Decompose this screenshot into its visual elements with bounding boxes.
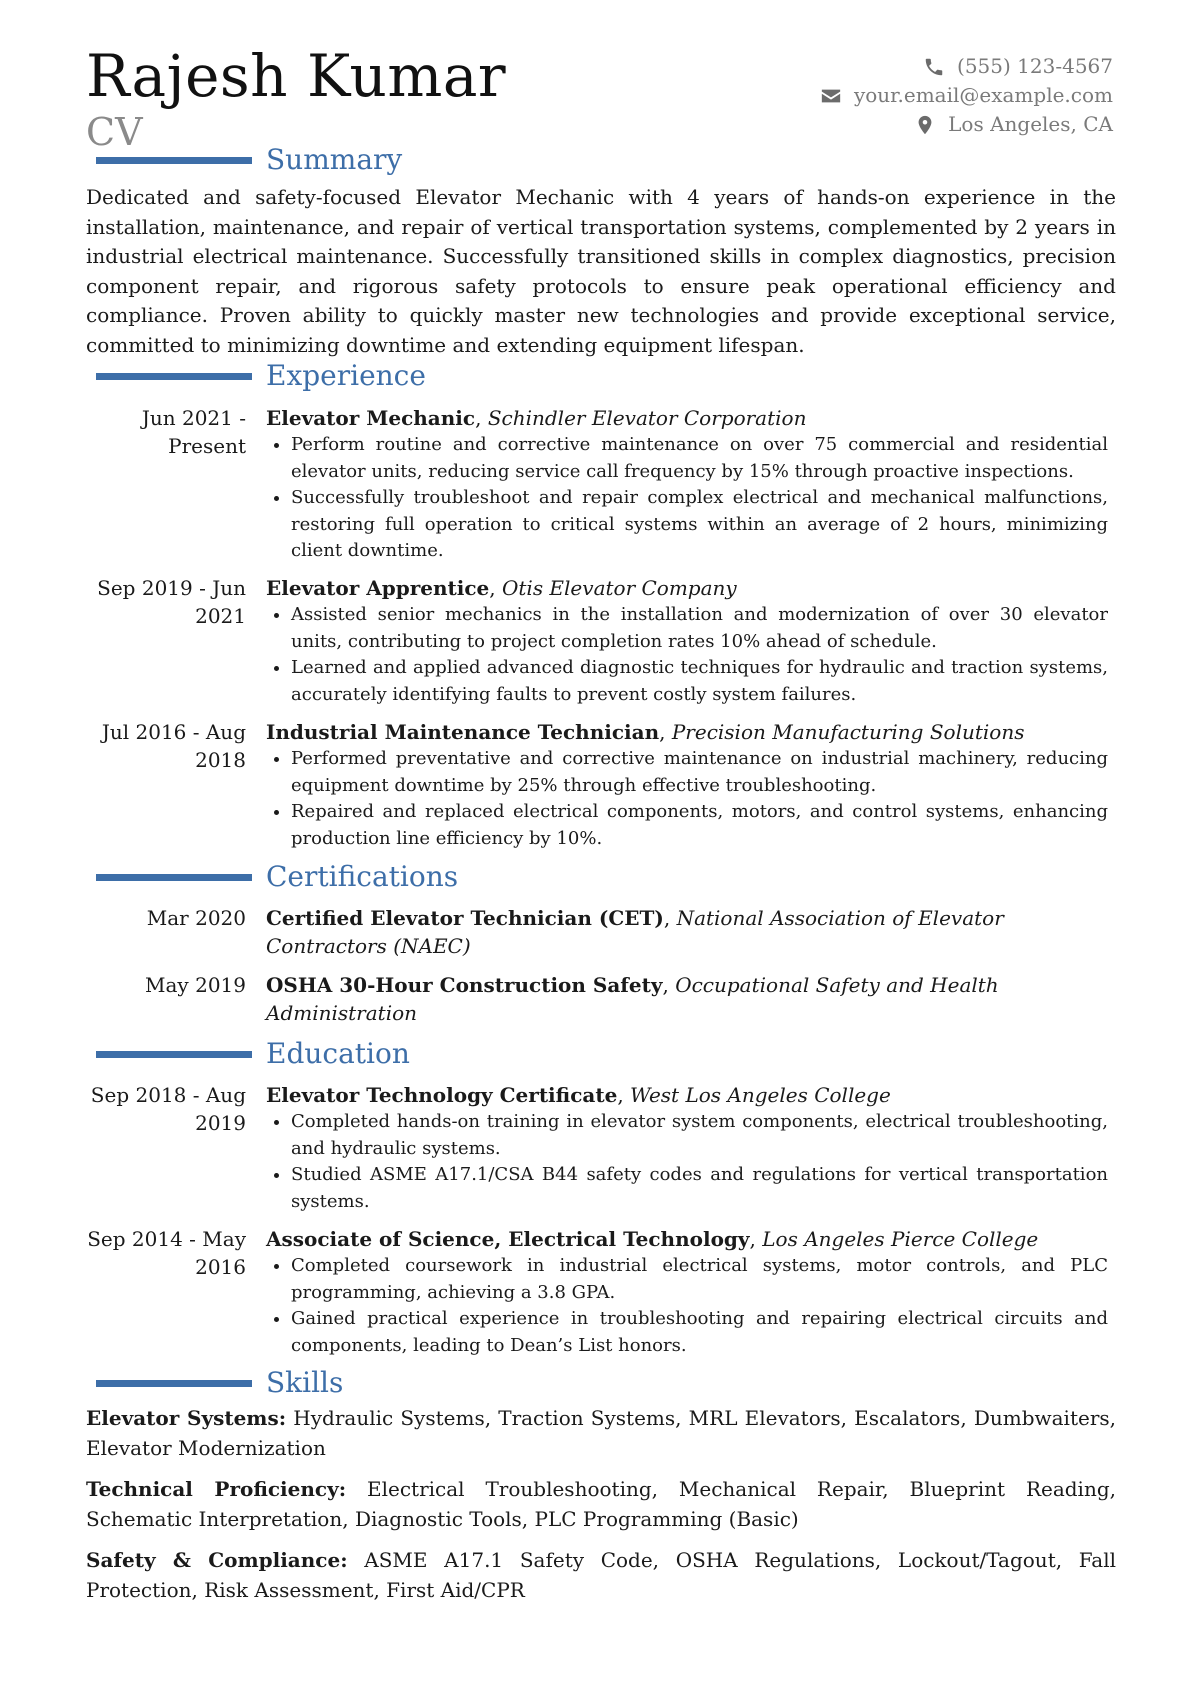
cv-page: Rajesh Kumar CV (555) 123-4567 your.email@example.com Los Angeles, CA Summary Dedicated and safety-focused Elevator Mechanic with 4 years of hands-on experience in the installation, maintenance, and repair of vertical transportation systems, complemented by 2 years in industrial electrical maintenance. Successfully transitioned skills in complex diagnostics, precision component repair, and rigorous safety protocols to ensure peak operational efficiency and compliance. Proven ability to quickly master new technologies and provide exceptional service, committed to minimizing downtime and extending equipment lifespan. Experience Jun 2021 - Present Elevator Mechanic, Schindler Elevator Corporation • Perform routine and corrective maintenance on over 75 commercial and residential elevator units, reducing service call frequency by 15% through proactive inspections. • Successfully troubleshoot and repair complex electrical and mechanical malfunctions, restoring full operation to critical systems within an average of 2 hours, minimizing client downtime. Sep 2019 - Jun 2021 Elevator Apprentice, Otis Elevator Company • Assisted senior mechanics in the installation and modernization of over 30 elevator units, contributing to project completion rates 10% ahead of schedule. • Learned and applied advanced diagnostic techniques for hydraulic and traction systems, accurately identifying faults to prevent costly system failures. Jul 2016 - Aug 2018 Industrial Maintenance Technician, Precision Manufacturing Solutions • Performed preventative and corrective maintenance on industrial machinery, reducing equipment downtime by 25% through effective troubleshooting. • Repaired and replaced electrical components, motors, and control systems, enhancing production line efficiency by 10%. Certifications Mar 2020 Certified Elevator Technician (CET), National Association of Elevator Contractors (NAEC) May 2019 OSHA 30-Hour Construction Safety, Occupational Safety and Health Administration Education Sep 2018 - Aug 2019 Elevator Technology Certificate, West Los Angeles College • Completed hands-on training in elevator system components, electrical troubleshooting, and hydraulic systems. • Studied ASME A17.1/CSA B44 safety codes and regulations for vertical transportation systems. Sep 2014 - May 2016 Associate of Science, Electrical Technology, Los Angeles Pierce College • Completed coursework in industrial electrical systems, motor controls, and PLC programming, achieving a 3.8 GPA. • Gained practical experience in troubleshooting and repairing electrical circuits and components, leading to Dean’s List honors. Skills Elevator Systems: Hydraulic Systems, Traction Systems, MRL Elevators, Escalators, Dumbwaiters, Elevator Modernization Technical Proficiency: Electrical Troubleshooting, Mechanical Repair, Blueprint Reading, Schematic Interpretation, Diagnostic Tools, PLC Programming (Basic) Safety & Compliance: ASME A17.1 Safety Code, OSHA Regulations, Lockout/Tagout, Fall Protection, Risk Assessment, First Aid/CPR <box>0 0 1190 1683</box>
section-certifications <box>96 860 459 893</box>
list-item: • Assisted senior mechanics in the installation and modernization of over 30 elevator units, contributing to project completion rates 10% ahead of schedule. <box>291 602 1116 655</box>
list-item: • Successfully troubleshoot and repair complex electrical and mechanical malfunctions, restoring full operation to critical systems within an average of 2 hours, minimizing client downtime. <box>291 485 1116 565</box>
skill-label: Elevator Systems: <box>86 1406 287 1430</box>
skill-group <box>86 1404 1116 1463</box>
document-subtitle: CV <box>86 110 143 154</box>
phone-icon <box>923 56 945 78</box>
section-education <box>96 1037 410 1070</box>
contact-email <box>820 81 1113 110</box>
entry-title: Elevator Mechanic <box>266 406 476 430</box>
section-title: Summary <box>266 143 403 176</box>
entry-date: Mar 2020 <box>146 906 246 930</box>
entry-date: Jul 2016 - Aug 2018 <box>101 720 246 772</box>
section-title: Education <box>266 1037 410 1070</box>
section-divider <box>96 874 252 881</box>
list-item: • Learned and applied advanced diagnostic techniques for hydraulic and traction systems, accurately identifying faults to prevent costly system failures. <box>291 655 1116 708</box>
section-title: Skills <box>266 1366 344 1399</box>
list-item: • Completed hands-on training in elevator system components, electrical troubleshooting, and hydraulic systems. <box>291 1109 1116 1162</box>
section-summary <box>96 143 403 176</box>
entry-title: Certified Elevator Technician (CET) <box>266 906 664 930</box>
entry-date: Sep 2019 - Jun 2021 <box>97 576 246 628</box>
list-item: • Perform routine and corrective maintenance on over 75 commercial and residential elevator units, reducing service call frequency by 15% through proactive inspections. <box>291 432 1116 485</box>
section-skills <box>96 1366 344 1399</box>
section-title: Certifications <box>266 860 459 893</box>
entry-org: Schindler Elevator Corporation <box>487 406 807 430</box>
section-experience <box>96 359 426 392</box>
entry-org: Occupational Safety and Health Administration <box>266 973 999 1025</box>
section-divider <box>96 373 252 380</box>
phone-text: (555) 123-4567 <box>957 54 1113 78</box>
entry-title: Associate of Science, Electrical Technology <box>266 1227 750 1251</box>
section-title: Experience <box>266 359 426 392</box>
skill-text: Electrical Troubleshooting, Mechanical Repair, Blueprint Reading, Schematic Interpretation, Diagnostic Tools, PLC Programming (Basic) <box>86 1477 1116 1531</box>
entry-org: West Los Angeles College <box>630 1083 891 1107</box>
entry-date: Sep 2014 - May 2016 <box>87 1227 246 1279</box>
skill-label: Technical Proficiency: <box>86 1477 347 1501</box>
section-divider <box>96 1051 252 1058</box>
skill-group <box>86 1475 1116 1534</box>
email-link[interactable]: your.email@example.com <box>853 83 1113 107</box>
summary-text: Dedicated and safety-focused Elevator Mechanic with 4 years of hands-on experience in the installation, maintenance, and repair of vertical transportation systems, complemented by 2 years in industrial electrical maintenance. Successfully transitioned skills in complex diagnostics, precision component repair, and rigorous safety protocols to ensure peak operational efficiency and compliance. Proven ability to quickly master new technologies and provide exceptional service, committed to minimizing downtime and extending equipment lifespan. <box>86 185 1116 357</box>
entry-org: Los Angeles Pierce College <box>762 1227 1039 1251</box>
entry-org: Otis Elevator Company <box>501 576 737 600</box>
section-divider <box>96 1380 252 1387</box>
list-item: • Studied ASME A17.1/CSA B44 safety codes and regulations for vertical transportation systems. <box>291 1162 1116 1215</box>
contact-phone <box>820 52 1113 81</box>
list-item: • Completed coursework in industrial electrical systems, motor controls, and PLC programming, achieving a 3.8 GPA. <box>291 1253 1116 1306</box>
skill-group <box>86 1546 1116 1605</box>
list-item: • Repaired and replaced electrical components, motors, and control systems, enhancing production line efficiency by 10%. <box>291 799 1116 852</box>
entry-title: Industrial Maintenance Technician <box>266 720 660 744</box>
entry-org: Precision Manufacturing Solutions <box>671 720 1025 744</box>
skills-list <box>86 1404 1116 1617</box>
location-text: Los Angeles, CA <box>948 112 1113 136</box>
candidate-name: Rajesh Kumar <box>86 42 507 110</box>
entry-date: Jun 2021 - Present <box>141 406 246 458</box>
map-pin-icon <box>914 114 936 136</box>
skill-text: ASME A17.1 Safety Code, OSHA Regulations, Lockout/Tagout, Fall Protection, Risk Assessment, First Aid/CPR <box>86 1548 1116 1602</box>
skill-label: Safety & Compliance: <box>86 1548 348 1572</box>
entry-date: Sep 2018 - Aug 2019 <box>90 1083 246 1135</box>
list-item: • Gained practical experience in troubleshooting and repairing electrical circuits and components, leading to Dean’s List honors. <box>291 1306 1116 1359</box>
section-divider <box>96 157 252 164</box>
entry-title: OSHA 30-Hour Construction Safety <box>266 973 663 997</box>
contact-location <box>820 110 1113 139</box>
entry-title: Elevator Apprentice <box>266 576 490 600</box>
entry-org: National Association of Elevator Contractors (NAEC) <box>266 906 1004 958</box>
skill-text: Hydraulic Systems, Traction Systems, MRL Elevators, Escalators, Dumbwaiters, Elevator Modernization <box>86 1406 1117 1460</box>
entry-title: Elevator Technology Certificate <box>266 1083 618 1107</box>
entry-date: May 2019 <box>145 973 246 997</box>
list-item: • Performed preventative and corrective maintenance on industrial machinery, reducing equipment downtime by 25% through effective troubleshooting. <box>291 746 1116 799</box>
contact-block <box>820 52 1113 139</box>
envelope-icon <box>820 85 842 107</box>
